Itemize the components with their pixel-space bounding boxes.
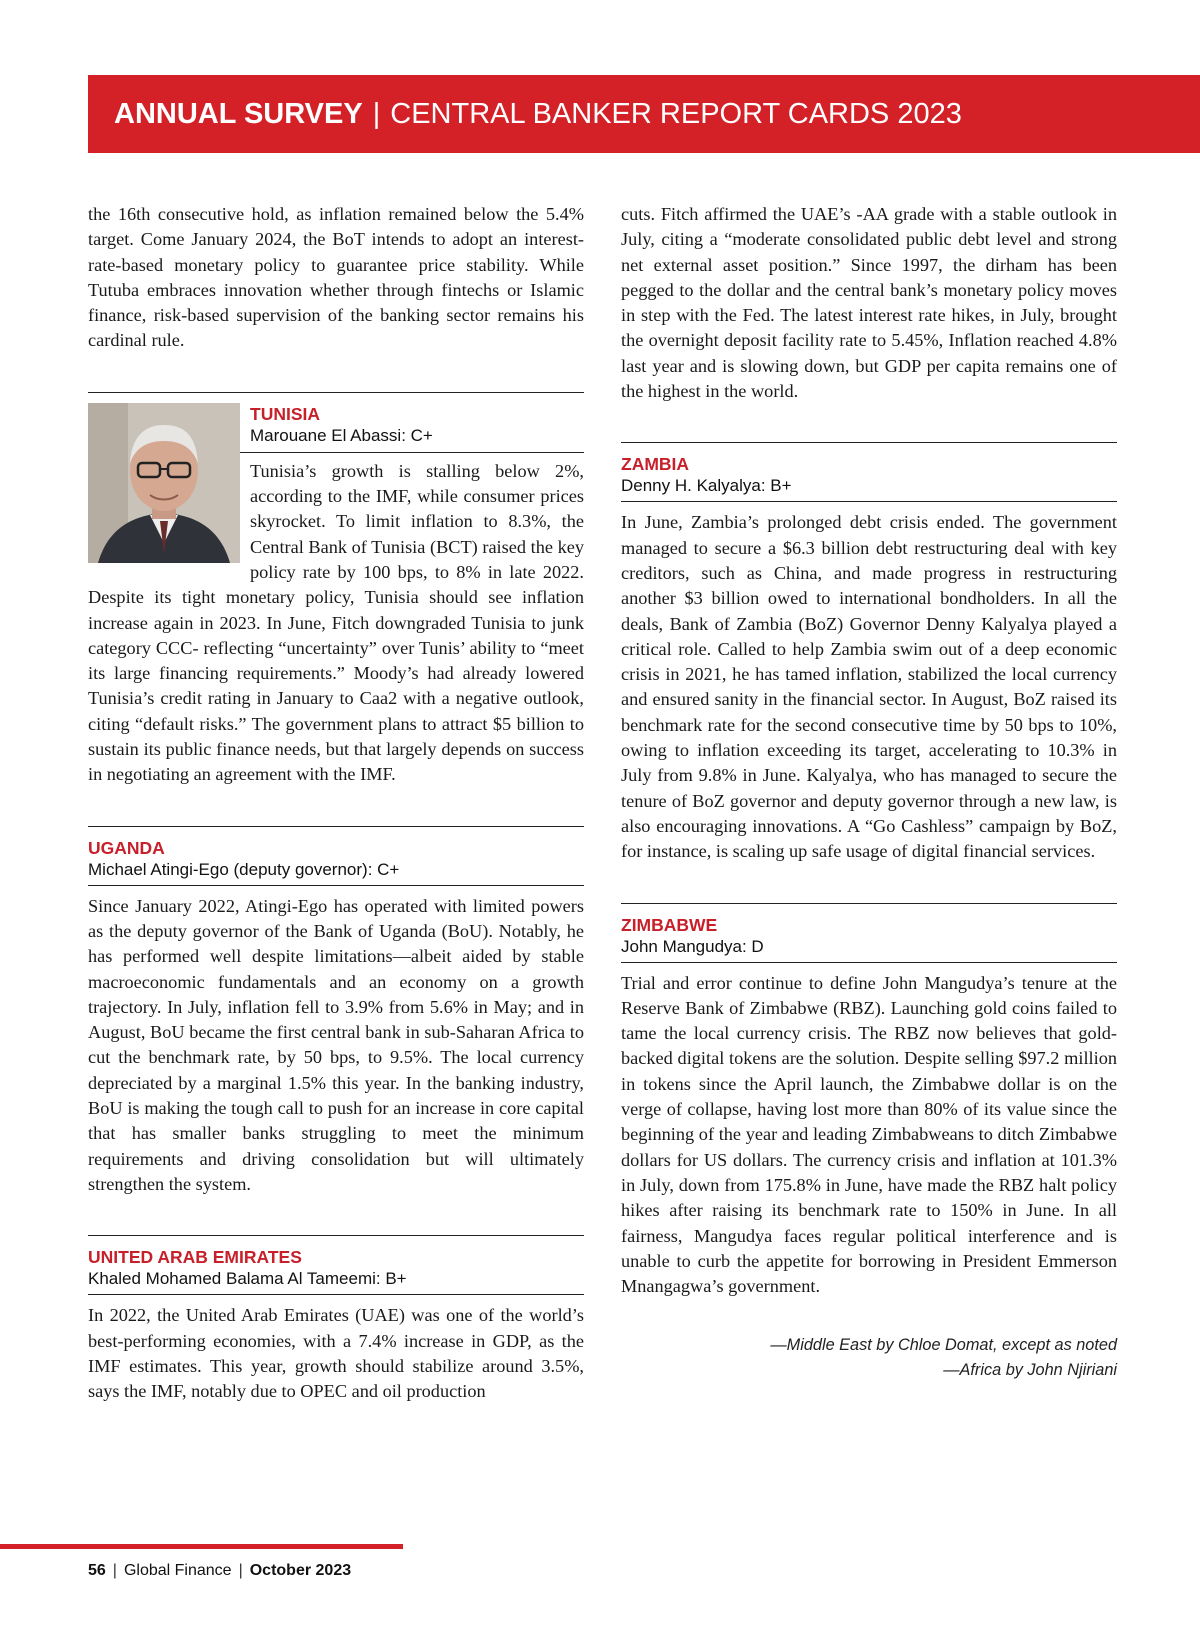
section-body: In June, Zambia’s prolonged debt crisis ended. The government managed to secure a $6.3 billion debt restructuring deal with key creditors, such as China, and made progress in restructuring another $3 billion owed to international bondholders. In all the deals, Bank of Zambia (BoZ) Governor Denny Kalyalya played a critical role. Called to help Zambia swim out of a deep economic crisis in 2021, he has tamed inflation, stabilized the local currency and ensured sanity in the financial sector. In August, BoZ raised its benchmark rate for the second consecutive time by 50 bps to 10%, owing to inflation exceeding its target, accelerating to 10.3% in July from 9.8% in June. Kalyalya, who has managed to secure the tenure of BoZ governor and deputy governor through a new law, is also encouraging innovations. A “Go Cashless” campaign by BoZ, for instance, is scaling up safe usage of digital financial services. [621, 512, 1117, 862]
footer-separator: | [112, 1562, 117, 1579]
section-uae [88, 1235, 584, 1404]
banner-title: ANNUAL SURVEY [114, 97, 363, 130]
uae-heading [88, 1246, 584, 1295]
governor-grade: Khaled Mohamed Balama Al Tameemi: B+ [88, 1269, 407, 1289]
governor-grade: Michael Atingi-Ego (deputy governor): C+ [88, 859, 400, 879]
section-body: Since January 2022, Atingi-Ego has operated with limited powers as the deputy governor of the Bank of Uganda (BoU). Notably, he has performed well despite limitations—albeit aided by stable macroeconomic fundamentals and an economy on a growth trajectory. In July, inflation fell to 3.9% from 5.6% in May; and in August, BoU became the first central bank in sub-Saharan Africa to cut the benchmark rate, by 50 bps, to 9.5%. The local currency depreciated by a marginal 1.5% this year. In the banking industry, BoU is making the tough call to push for an increase in core capital that has smaller banks struggling to meet the minimum requirements and driving consolidation but will ultimately strengthen the system. [88, 895, 584, 1194]
country-label: UNITED ARAB EMIRATES [88, 1247, 302, 1268]
credit-middle-east: —Middle East by Chloe Domat, except as noted [770, 1336, 1117, 1355]
uae-continuation: cuts. Fitch affirmed the UAE’s -AA grade with a stable outlook in July, citing a “moderate consolidated public debt level and strong net external asset position.” Since 1997, the dirham has been pegged to the dollar and the central bank’s monetary policy moves in step with the Fed. The latest interest rate hikes, in July, brought the overnight deposit facility rate to 5.45%, Inflation reached 4.8% last year and is slowing down, but GDP per capita remains one of the highest in the world. [621, 204, 1117, 402]
author-credits [621, 1333, 1117, 1383]
governor-grade: Denny H. Kalyalya: B+ [621, 476, 792, 496]
banner-separator: | [372, 97, 381, 130]
uganda-heading [88, 837, 584, 886]
portrait-illustration [88, 403, 240, 563]
banner-subtitle: CENTRAL BANKER REPORT CARDS 2023 [390, 97, 962, 130]
page-number: 56 [88, 1562, 106, 1579]
left-column [88, 202, 584, 1404]
portrait-photo [88, 403, 240, 563]
intro-paragraph: the 16th consecutive hold, as inflation remained below the 5.4% target. Come January 2024, the BoT intends to adopt an interest-rate-based monetary policy to guarantee price stability. While Tutuba embraces innovation whether through fintechs or Islamic finance, risk-based supervision of the banking sector remains his cardinal rule. [88, 204, 584, 351]
issue-date: October 2023 [249, 1562, 352, 1579]
section-banner [88, 75, 1200, 153]
country-label: ZIMBABWE [621, 914, 718, 935]
section-zimbabwe [621, 903, 1117, 1300]
publication-name: Global Finance [123, 1562, 232, 1579]
section-tunisia [88, 392, 584, 788]
credit-africa: —Africa by John Njiriani [943, 1361, 1117, 1380]
footer-separator: | [238, 1562, 243, 1579]
governor-grade: John Mangudya: D [621, 936, 764, 956]
footer-accent-bar [0, 1544, 403, 1549]
country-label: UGANDA [88, 837, 165, 858]
country-label: ZAMBIA [621, 454, 690, 475]
right-column [621, 202, 1117, 1383]
section-body: In 2022, the United Arab Emirates (UAE) was one of the world’s best-performing economies, with a 7.4% increase in GDP, as the IMF estimates. This year, growth should stabilize around 3.5%, says the IMF, notably due to OPEC and oil production [88, 1305, 584, 1402]
zimbabwe-heading [621, 914, 1117, 963]
country-label: TUNISIA [250, 403, 320, 424]
page-footer [88, 1562, 351, 1580]
section-uganda [88, 826, 584, 1198]
section-body: Trial and error continue to define John Mangudya’s tenure at the Reserve Bank of Zimbabwe (RBZ). Launching gold coins failed to tame the local currency crisis. The RBZ now believes that gold-backed digital tokens are the solution. Despite selling $97.2 million in tokens since the April launch, the Zimbabwe dollar is on the verge of collapse, having lost more than 80% of its value since the beginning of the year and leading Zimbabweans to ditch Zimbabwe dollars for US dollars. The currency crisis and inflation at 101.3% in July, down from 175.8% in June, have made the RBZ halt policy hikes after raising its benchmark rate to 150% in June. In all fairness, Mangudya faces regular political interference and is unable to curb the appetite for borrowing in President Emmerson Mnangagwa’s government. [621, 972, 1117, 1297]
section-body: Tunisia’s growth is stalling below 2%, according to the IMF, while consumer prices skyrocket. To limit inflation to 8.3%, the Central Bank of Tunisia (BCT) raised the key policy rate by 100 bps, to 8% in late 2022. Despite its tight monetary policy, Tunisia should see inflation increase again in 2023. In June, Fitch downgraded Tunisia to junk category CCC- reflecting “uncertainty” over Tunis’ ability to “meet its large financing requirements.” Moody’s had already lowered Tunisia’s credit rating in January to Caa2 with a negative outlook, citing “default risks.” The government plans to attract $5 billion to sustain its public finance needs, but that largely depends on success in negotiating an agreement with the IMF. [88, 460, 584, 785]
zambia-heading [621, 453, 1117, 502]
section-zambia [621, 442, 1117, 864]
governor-grade: Marouane El Abassi: C+ [88, 425, 584, 453]
